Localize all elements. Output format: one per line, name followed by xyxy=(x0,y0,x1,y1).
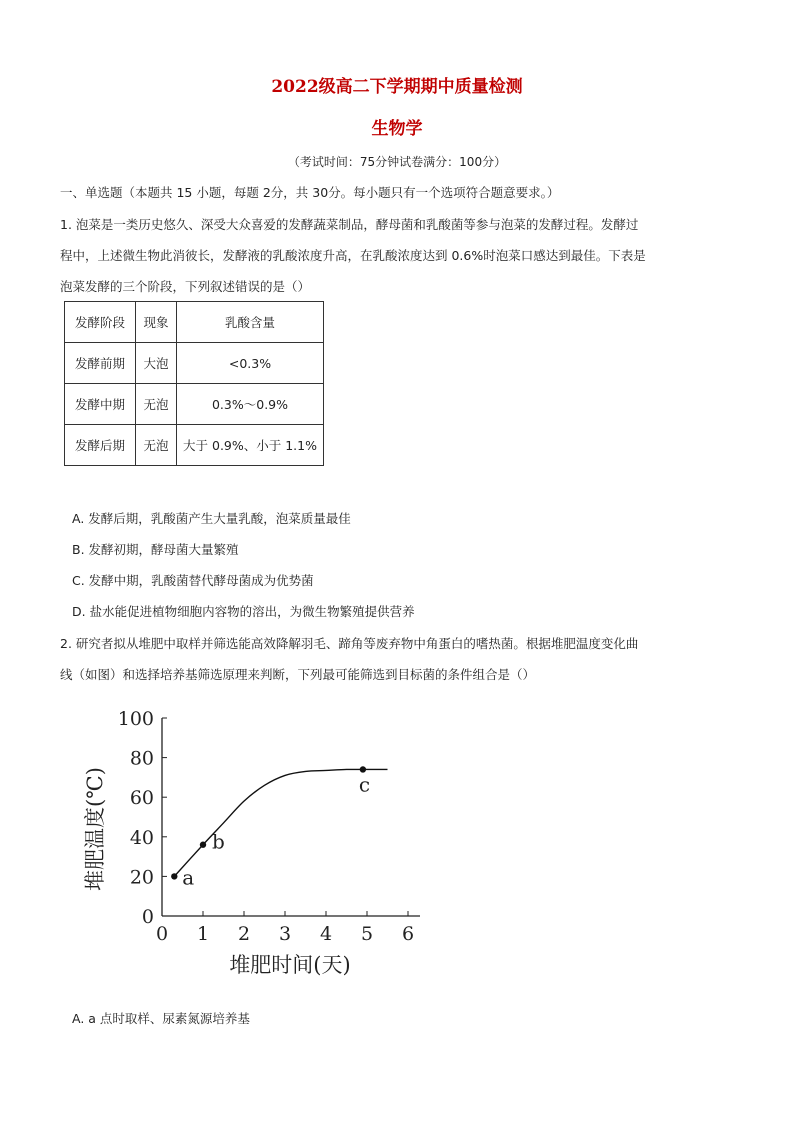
section-heading: 一、单选题（本题共 15 小题，每题 2分，共 30分。每小题只有一个选项符合题意要求。） xyxy=(60,185,560,200)
x-tick-label: 0 xyxy=(155,923,169,945)
table-cell: 无泡 xyxy=(136,425,177,466)
point-label-b: b xyxy=(212,829,225,854)
table-cell: 无泡 xyxy=(136,384,177,425)
q2-line-1: 2. 研究者拟从堆肥中取样并筛选能高效降解羽毛、蹄角等废弃物中角蛋白的嗜热菌。根据堆肥温度变化曲 xyxy=(60,636,639,651)
table-header-cell: 发酵阶段 xyxy=(65,302,136,343)
y-tick-label: 40 xyxy=(129,826,154,849)
q1-option-c: C. 发酵中期，乳酸菌替代酵母菌成为优势菌 xyxy=(72,573,314,588)
table-cell: 发酵后期 xyxy=(65,425,136,466)
q2-line-2: 线（如图）和选择培养基筛选原理来判断，下列最可能筛选到目标菌的条件组合是（） xyxy=(60,667,536,682)
y-tick-label: 60 xyxy=(129,787,154,810)
fermentation-table xyxy=(64,301,324,466)
table-cell: <0.3% xyxy=(177,343,324,384)
exam-info: （考试时间：75分钟试卷满分：100分） xyxy=(287,155,507,169)
data-point-a xyxy=(171,873,177,879)
table-header-cell: 现象 xyxy=(136,302,177,343)
exam-title: 2022级高二下学期期中质量检测 xyxy=(271,77,523,97)
q1-line-2: 程中，上述微生物此消彼长，发酵液的乳酸浓度升高，在乳酸浓度达到 0.6%时泡菜口感达到最佳。下表是 xyxy=(60,248,646,263)
table-cell: 发酵中期 xyxy=(65,384,136,425)
q1-option-b: B. 发酵初期，酵母菌大量繁殖 xyxy=(72,542,239,557)
x-tick-label: 4 xyxy=(319,923,333,945)
y-tick-label: 100 xyxy=(117,708,154,730)
q1-option-d: D. 盐水能促进植物细胞内容物的溶出，为微生物繁殖提供营养 xyxy=(72,604,415,619)
y-tick-label: 20 xyxy=(129,866,154,889)
table-row xyxy=(65,425,324,466)
x-tick-label: 5 xyxy=(360,923,374,945)
x-tick-label: 3 xyxy=(278,923,292,945)
table-row xyxy=(65,343,324,384)
point-label-c: c xyxy=(358,772,371,797)
temperature-curve xyxy=(174,769,387,876)
y-tick-label: 80 xyxy=(129,747,154,770)
table-header-row xyxy=(65,302,324,343)
compost-temperature-chart xyxy=(80,700,430,985)
y-tick-label: 0 xyxy=(141,906,154,928)
q1-option-a: A. 发酵后期，乳酸菌产生大量乳酸，泡菜质量最佳 xyxy=(72,511,351,526)
data-point-b xyxy=(200,842,206,848)
q1-line-3: 泡菜发酵的三个阶段，下列叙述错误的是（） xyxy=(60,279,311,294)
subject-title: 生物学 xyxy=(371,119,423,139)
x-tick-label: 2 xyxy=(237,923,251,945)
table-cell: 大泡 xyxy=(136,343,177,384)
table-cell: 发酵前期 xyxy=(65,343,136,384)
point-label-a: a xyxy=(182,865,195,890)
q2-option-a: A. a 点时取样、尿素氮源培养基 xyxy=(72,1011,250,1026)
table-header-cell: 乳酸含量 xyxy=(177,302,324,343)
x-axis-label: 堆肥时间(天) xyxy=(229,953,351,977)
table-cell: 0.3%～0.9% xyxy=(177,384,324,425)
y-axis-label: 堆肥温度(℃) xyxy=(83,767,107,891)
x-tick-label: 6 xyxy=(401,923,415,945)
table-cell: 大于 0.9%、小于 1.1% xyxy=(177,425,324,466)
table-row xyxy=(65,384,324,425)
x-tick-label: 1 xyxy=(196,923,210,945)
q1-line-1: 1. 泡菜是一类历史悠久、深受大众喜爱的发酵蔬菜制品，酵母菌和乳酸菌等参与泡菜的发酵过程。发酵过 xyxy=(60,217,639,232)
